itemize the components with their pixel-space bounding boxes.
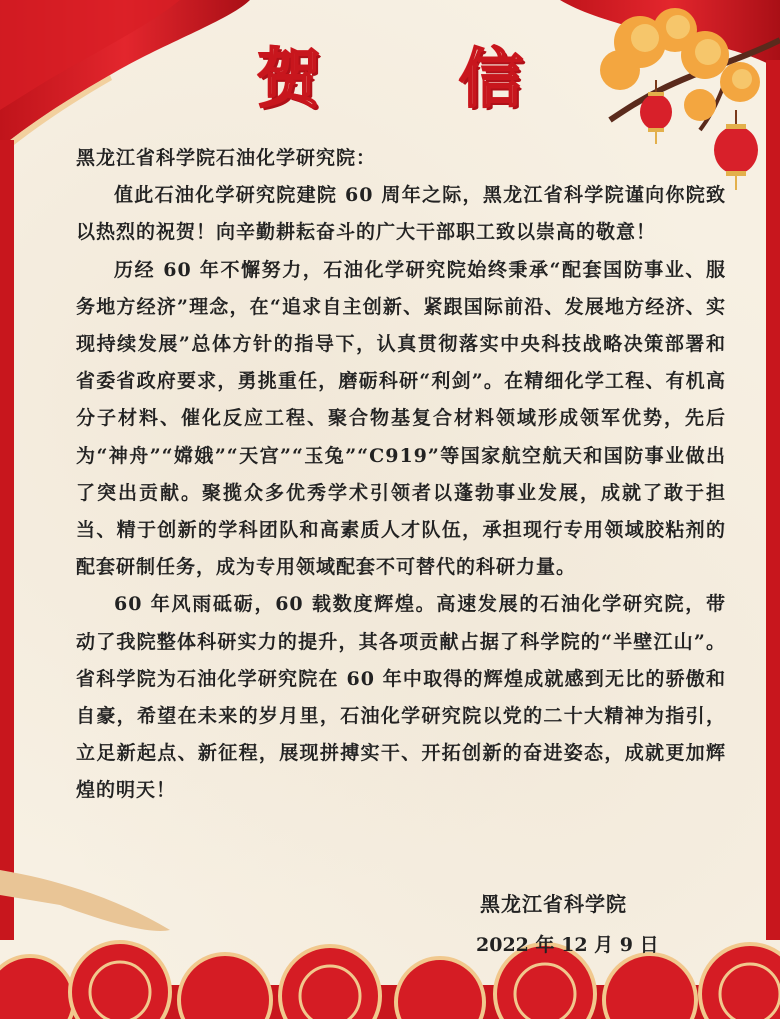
signature-date: 2022 年 12 月 9 日 [476,934,659,956]
right-border [766,60,780,940]
letter-body [76,140,726,810]
signer: 黑龙江省科学院 [480,892,627,916]
left-border [0,140,14,940]
paragraph-1: 值此石油化学研究院建院 60 周年之际，黑龙江省科学院谨向你院致以热烈的祝贺！向辛勤耕耘奋斗的广大干部职工致以崇高的敬意！ [76,184,726,244]
letter-title: 贺 信 [256,43,582,117]
paragraph-3: 60 年风雨砥砺，60 载数度辉煌。高速发展的石油化学研究院，带动了我院整体科研实力的提升，其各项贡献占据了科学院的“半壁江山”。省科学院为石油化学研究院在 60 年中取得的辉煌成就感到无比的骄傲和自豪，希望在未来的岁月里，石油化学研究院以党的二十大精神为指引，立足新起点、新征程，展现拼搏实干、开拓创新的奋进姿态，成就更加辉煌的明天！ [76,593,726,802]
paragraph-2: 历经 60 年不懈努力，石油化学研究院始终秉承“配套国防事业、服务地方经济”理念，在“追求自主创新、紧跟国际前沿、发展地方经济、实现持续发展”总体方针的指导下，认真贯彻落实中央科技战略决策部署和省委省政府要求，勇挑重任，磨砺科研“利剑”。在精细化学工程、有机高分子材料、催化反应工程、聚合物基复合材料领域形成领军优势，先后为“神舟”“嫦娥”“天宫”“玉兔”“C919”等国家航空航天和国防事业做出了突出贡献。聚揽众多优秀学术引领者以蓬勃事业发展，成就了敢于担当、精于创新的学科团队和高素质人才队伍，承担现行专用领域胶粘剂的配套研制任务，成为专用领域配套不可替代的科研力量。 [76,258,726,579]
salutation: 黑龙江省科学院石油化学研究院： [76,147,377,169]
ribbon [0,870,170,931]
